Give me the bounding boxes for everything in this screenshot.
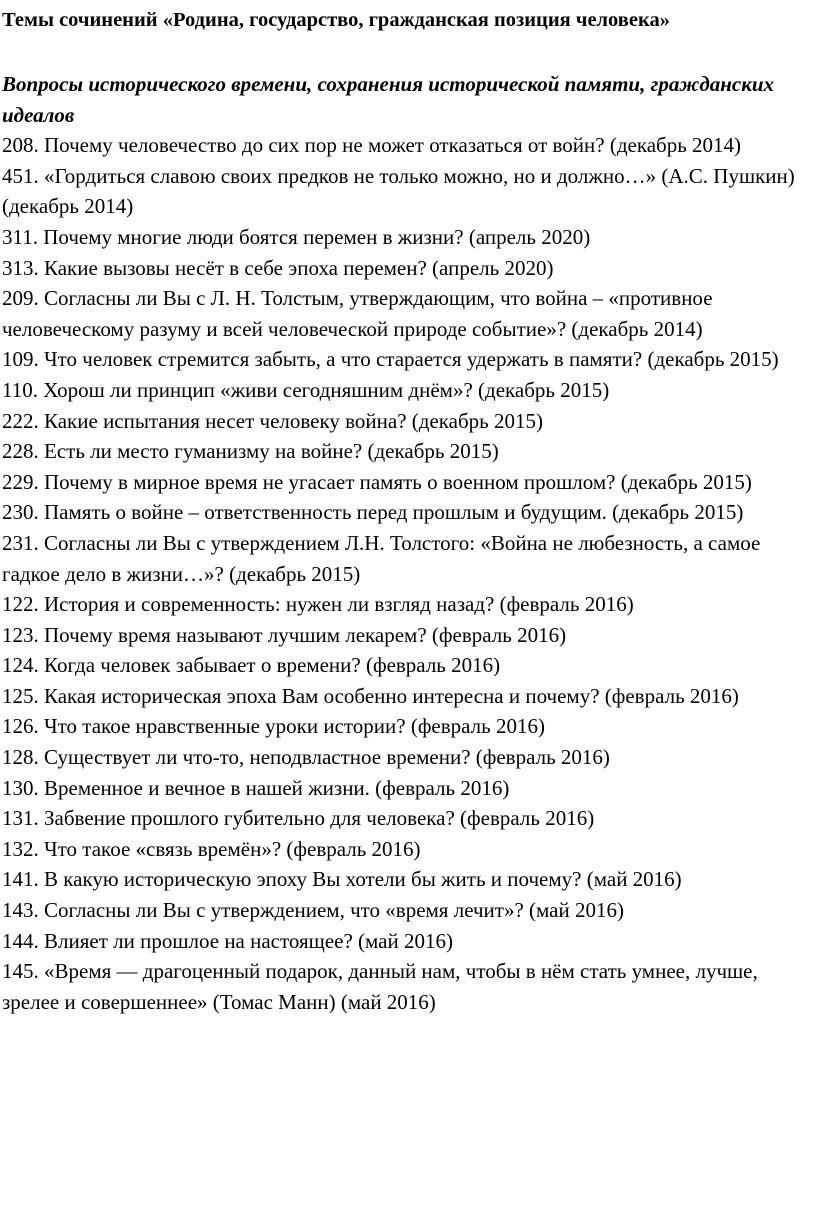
topic-item: 144. Влияет ли прошлое на настоящее? (май 2016): [2, 928, 453, 953]
topic-item: 229. Почему в мирное время не угасает память о военном прошлом? (декабрь 2015): [2, 469, 752, 494]
topic-item: 311. Почему многие люди боятся перемен в жизни? (апрель 2020): [2, 224, 591, 249]
topic-item: 130. Временное и вечное в нашей жизни. (февраль 2016): [2, 775, 510, 800]
topic-item: 145. «Время — драгоценный подарок, данный нам, чтобы в нём стать умнее, лучше, зрелее и совершеннее» (Томас Манн) (май 2016): [2, 959, 758, 1014]
topic-item: 122. История и современность: нужен ли взгляд назад? (февраль 2016): [2, 592, 634, 617]
topic-item: 228. Есть ли место гуманизму на войне? (декабрь 2015): [2, 439, 499, 464]
topic-item: 222. Какие испытания несет человеку война? (декабрь 2015): [2, 408, 543, 433]
topic-list: [2, 130, 810, 1017]
topic-item: 109. Что человек стремится забыть, а что старается удержать в памяти? (декабрь 2015): [2, 347, 779, 372]
topic-item: 132. Что такое «связь времён»? (февраль 2016): [2, 836, 421, 861]
topic-item: 141. В какую историческую эпоху Вы хотели бы жить и почему? (май 2016): [2, 867, 682, 892]
topic-item: 126. Что такое нравственные уроки истории? (февраль 2016): [2, 714, 545, 739]
topic-item: 231. Согласны ли Вы с утверждением Л.Н. Толстого: «Война не любезность, а самое гадкое дело в жизни…»? (декабрь 2015): [2, 530, 761, 586]
section-heading: Вопросы исторического времени, сохранения исторической памяти, гражданских идеалов: [2, 72, 775, 127]
blank-line: [2, 38, 810, 69]
topic-item: 209. Согласны ли Вы с Л. Н. Толстым, утверждающим, что война – «противное человеческому разуму и всей человеческой природе событие»? (декабрь 2014): [2, 286, 713, 341]
topic-item: 124. Когда человек забывает о времени? (февраль 2016): [2, 653, 501, 678]
topic-item: 230. Память о войне – ответственность перед прошлым и будущим. (декабрь 2015): [2, 500, 744, 525]
topic-item: 313. Какие вызовы несёт в себе эпоха перемен? (апрель 2020): [2, 255, 554, 280]
topic-item: 451. «Гордиться славою своих предков не только можно, но и должно…» (А.С. Пушкин) (декабрь 2014): [2, 163, 795, 219]
topic-item: 128. Существует ли что-то, неподвластное времени? (февраль 2016): [2, 745, 610, 770]
topic-item: 208. Почему человечество до сих пор не может отказаться от войн? (декабрь 2014): [2, 133, 742, 158]
document-title: Темы сочинений «Родина, государство, гражданская позиция человека»: [2, 9, 670, 31]
topic-item: 125. Какая историческая эпоха Вам особенно интересна и почему? (февраль 2016): [2, 683, 739, 708]
topic-item: 131. Забвение прошлого губительно для человека? (февраль 2016): [2, 806, 595, 831]
topic-item: 143. Согласны ли Вы с утверждением, что «время лечит»? (май 2016): [2, 898, 624, 923]
topic-item: 123. Почему время называют лучшим лекарем? (февраль 2016): [2, 622, 567, 647]
topic-item: 110. Хорош ли принцип «живи сегодняшним днём»? (декабрь 2015): [2, 377, 610, 402]
